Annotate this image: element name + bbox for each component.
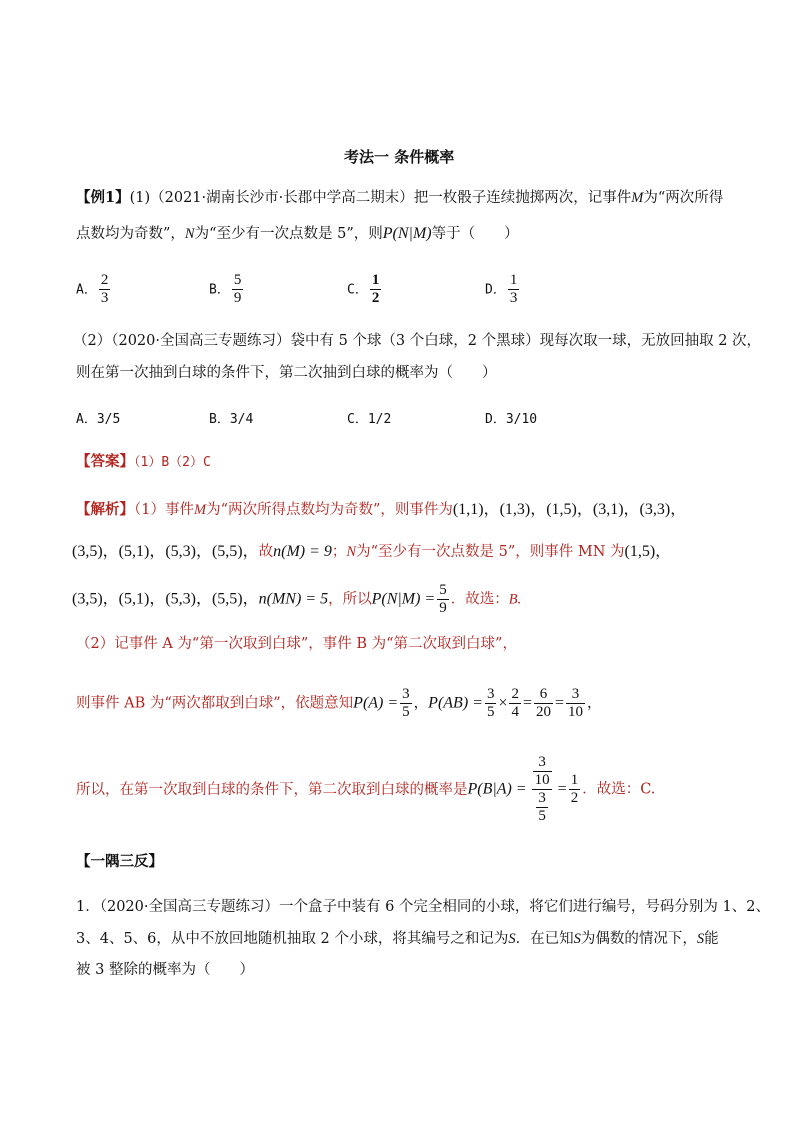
example-q1-line2 xyxy=(76,224,519,244)
equals-sign: = xyxy=(557,780,567,798)
analysis-tag: 【解析】 xyxy=(76,501,134,518)
var-S: S xyxy=(508,931,516,947)
separator: ， xyxy=(587,695,602,712)
var-S: S xyxy=(696,931,705,947)
analysis-part2-line1: （2）记事件 A 为“第一次取到白球”，事件 B 为“第二次取到白球”， xyxy=(76,636,517,652)
var-N: N xyxy=(346,544,357,560)
option-fraction: $\frac{2}{3}$ xyxy=(100,272,109,306)
var-S: S xyxy=(573,931,581,947)
result-fraction: $\frac{1}{2}$ xyxy=(570,772,579,806)
answer-tag: 【答案】 xyxy=(76,453,134,470)
option-fraction: $\frac{1}{2}$ xyxy=(371,272,380,306)
analysis-prob: P(N|M) = xyxy=(371,590,436,608)
practice-tag: 【一隅三反】 xyxy=(76,853,163,870)
option-letter: A． xyxy=(76,282,97,298)
analysis-fraction: $\frac{5}{9}$ xyxy=(439,582,447,616)
analysis-text: 则事件 AB 为“两次都取到白球”，依题意知 xyxy=(76,695,354,712)
compound-fraction xyxy=(529,754,556,825)
analysis-text: ．故选：C. xyxy=(582,781,656,798)
practice-line3: 被 3 整除的概率为（ ） xyxy=(76,962,254,978)
analysis-text: 为“至少有一次点数是 5”，则事件 MN 为 xyxy=(356,544,625,560)
analysis-text: 故 xyxy=(258,544,274,560)
q1-option-d[interactable] xyxy=(485,272,521,307)
times-sign: × xyxy=(498,694,508,712)
option-letter: B． xyxy=(209,282,230,298)
option-letter: C． xyxy=(347,282,368,298)
equals-sign: = xyxy=(555,694,565,712)
analysis-part2-line2 xyxy=(76,686,602,721)
example-tag: 【例1】 xyxy=(76,189,130,206)
fraction: $\frac{6}{20}$ xyxy=(536,686,552,720)
separator: ， xyxy=(413,695,429,712)
analysis-count-MN: n(MN) = 5 xyxy=(258,590,329,608)
analysis-pairs: (3,5)，(5,1)，(5,3)，(5,5)， xyxy=(72,543,259,560)
practice-text: 能 xyxy=(704,931,719,947)
fraction: $\frac{2}{4}$ xyxy=(511,686,519,720)
var-M: M xyxy=(193,502,207,518)
answer-line xyxy=(76,452,211,473)
analysis-line3 xyxy=(72,582,521,617)
inner-fraction-bottom: $\frac{3}{5}$ xyxy=(538,790,546,824)
q1-text-b: 为“至少有一次点数是 5”，则 xyxy=(194,226,383,242)
practice-text: 3、4、5、6，从中不放回地随机抽取 2 个小球，将其编号之和记为 xyxy=(76,931,509,947)
q2-option-c[interactable]: C．1/2 xyxy=(347,412,392,427)
option-fraction: $\frac{1}{3}$ xyxy=(509,272,518,306)
analysis-text: 为“两次所得点数均为奇数”，则事件为 xyxy=(206,502,453,518)
q1-option-c[interactable] xyxy=(347,272,383,307)
q1-text-a: 点数均为奇数”， xyxy=(76,226,185,242)
page-title: 考法一 条件概率 xyxy=(344,148,455,166)
practice-text: ．在已知 xyxy=(515,931,574,947)
option-fraction: $\frac{5}{9}$ xyxy=(233,272,242,306)
example-q2-line2: 则在第一次抽到白球的条件下，第二次抽到白球的概率为（ ） xyxy=(76,365,497,381)
q1-option-b[interactable] xyxy=(209,272,245,307)
analysis-count-M: n(M) = 9 xyxy=(273,543,332,560)
option-letter: D． xyxy=(485,282,506,298)
var-N: N xyxy=(184,226,195,242)
fraction: $\frac{3}{5}$ xyxy=(402,686,410,720)
analysis-text: ； xyxy=(331,544,347,560)
q2-option-a[interactable]: A．3/5 xyxy=(76,412,121,427)
analysis-text: ．故选： xyxy=(450,591,509,608)
example-q1-line1 xyxy=(76,188,723,208)
var-M: M xyxy=(631,190,644,206)
analysis-text: 所以，在第一次取到白球的条件下，第二次取到白球的概率是 xyxy=(76,781,468,798)
example-q2-line1: （2）（2020·全国高三专题练习）袋中有 5 个球（3 个白球，2 个黑球）现每次取一球，无放回抽取 2 次， xyxy=(73,333,762,349)
analysis-choice: B. xyxy=(508,591,522,608)
answer-text: （1）B（2）C xyxy=(134,455,211,470)
q2-option-b[interactable]: B．3/4 xyxy=(209,412,254,427)
fraction: $\frac{3}{5}$ xyxy=(486,686,495,720)
analysis-pairs: (3,5)，(5,1)，(5,3)，(5,5)， xyxy=(72,590,259,608)
analysis-pairs: (1,1)，(1,3)，(1,5)，(3,1)，(3,3)， xyxy=(452,501,687,518)
prob-A: P(A) = xyxy=(353,694,399,712)
analysis-pairs: (1,5)， xyxy=(624,543,672,560)
q2-option-d[interactable]: D．3/10 xyxy=(485,412,538,427)
equals-sign: = xyxy=(522,694,533,712)
analysis-line1 xyxy=(76,500,686,520)
practice-line2 xyxy=(76,929,719,949)
prob-B-given-A: P(B|A) = xyxy=(467,780,527,798)
fraction: $\frac{3}{10}$ xyxy=(568,686,584,720)
q1-text-c: 等于（ ） xyxy=(431,226,519,242)
q1-text-end: 为“两次所得 xyxy=(643,190,724,206)
analysis-part2-line3 xyxy=(76,754,655,825)
q1-option-a[interactable] xyxy=(76,272,112,307)
analysis-line2 xyxy=(72,542,671,562)
analysis-text: ，所以 xyxy=(328,591,372,608)
analysis-text: （1）事件 xyxy=(134,502,194,518)
q1-text: (1)（2021·湖南长沙市·长郡中学高二期末）把一枚骰子连续抛掷两次，记事件 xyxy=(129,190,632,206)
practice-line1: 1．（2020·全国高三专题练习）一个盒子中装有 6 个完全相同的小球，将它们进行编号，号码分别为 1、2、 xyxy=(76,899,770,915)
inner-fraction-top: $\frac{3}{10}$ xyxy=(534,754,550,788)
practice-text: 为偶数的情况下， xyxy=(580,931,697,947)
prob-AB: P(AB) = xyxy=(428,694,483,712)
q1-expression: P(N|M) xyxy=(382,225,432,242)
